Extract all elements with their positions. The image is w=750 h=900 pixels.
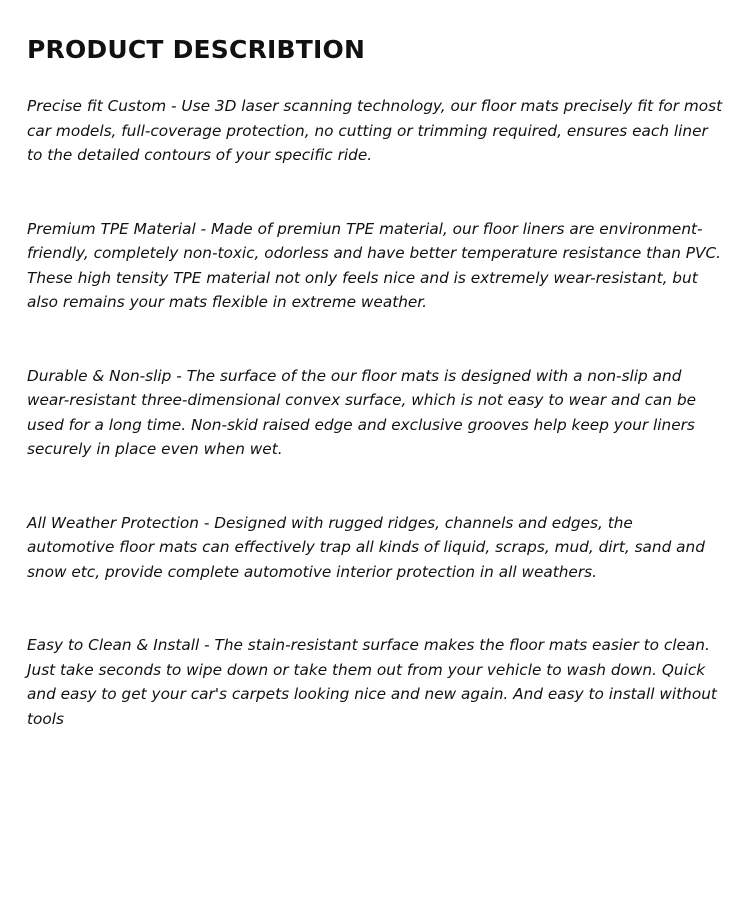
description-sections [27, 94, 723, 731]
description-paragraph-durable-non-slip: Durable & Non-slip - The surface of the our floor mats is designed with a non-slip and wear-resistant three-dimensional convex surface, which is not easy to wear and can be used for a long time. Non-skid raised edge and exclusive grooves help keep your liners securely in place even when wet. [27, 366, 697, 458]
description-paragraph-premium-tpe: Premium TPE Material - Made of premiun TPE material, our floor liners are environment-friendly, completely non-toxic, odorless and have better temperature resistance than PVC. These high tensity TPE material not only feels nice and is extremely wear-resistant, but also remains your mats flexible in extreme weather. [27, 219, 721, 311]
page-title: PRODUCT DESCRIBTION [27, 35, 366, 64]
description-paragraph-all-weather: All Weather Protection - Designed with rugged ridges, channels and edges, the automotive floor mats can effectively trap all kinds of liquid, scraps, mud, dirt, sand and snow etc, provide complete automotive interior protection in all weathers. [27, 513, 705, 581]
description-paragraph-precise-fit: Precise fit Custom - Use 3D laser scanning technology, our floor mats precisely fit for most car models, full-coverage protection, no cutting or trimming required, ensures each liner to the detailed contours of your specific ride. [27, 97, 723, 164]
description-paragraph-easy-clean: Easy to Clean & Install - The stain-resistant surface makes the floor mats easier to clean. Just take seconds to wipe down or take them out from your vehicle to wash down. Quick and easy to get your car's carpets looking nice and new again. And easy to install without tools [27, 636, 717, 728]
